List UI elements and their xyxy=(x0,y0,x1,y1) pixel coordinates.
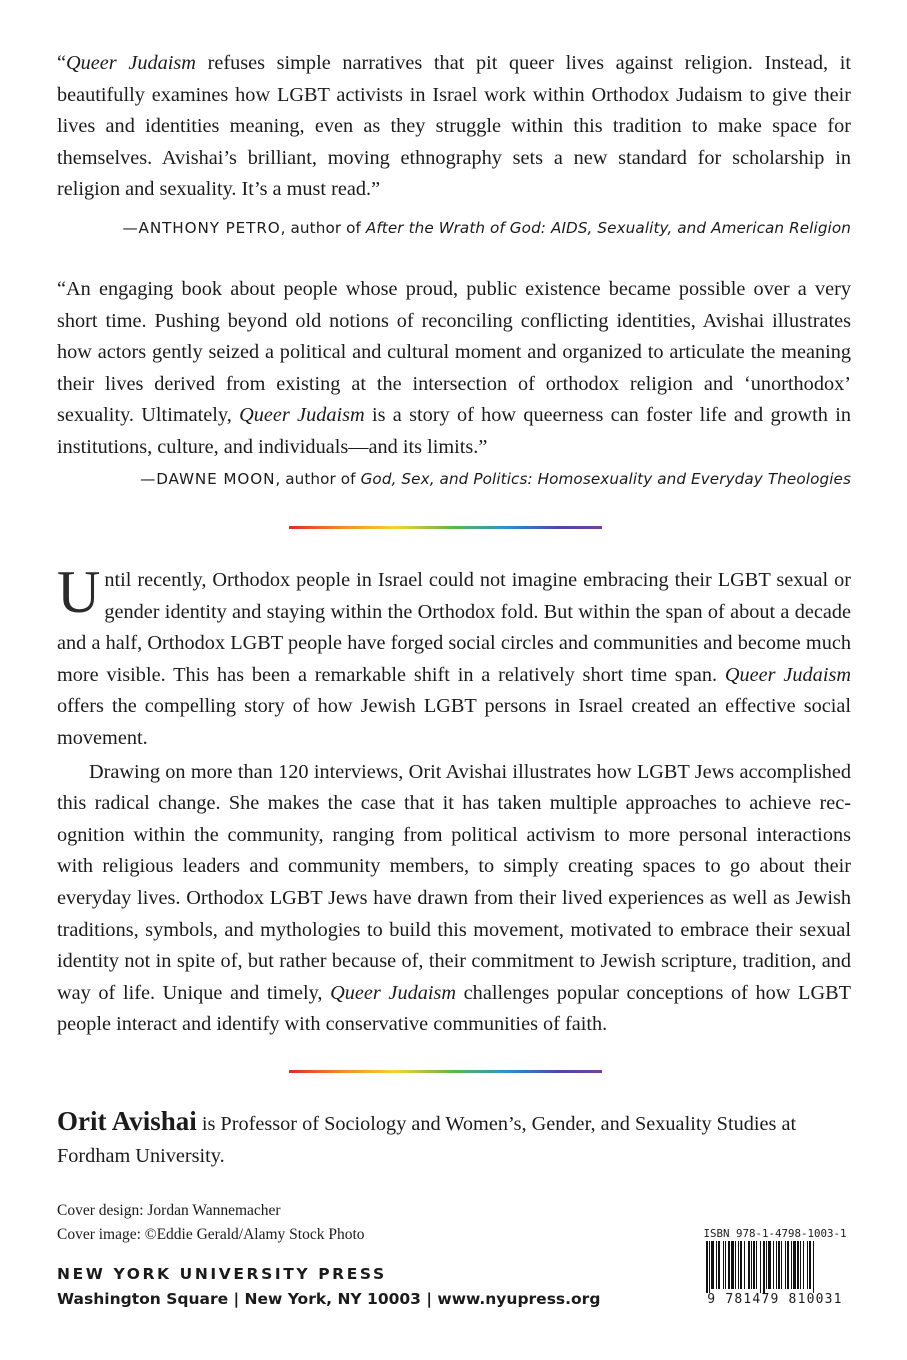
barcode-bar xyxy=(813,1241,814,1293)
barcode-bar xyxy=(766,1241,767,1289)
description-text: Drawing on more than 120 interviews, Orit Avishai illustrates how LGBT Jews accomplished this radical change. She makes the case that it has taken multiple approaches to achieve recognition within the community, ranging from political activism to more personal interactions with religious leaders and community members, to simply creating spaces to go about their everyday lives. Orthodox LGBT Jews have drawn from their lived experiences as well as Jewish traditions, symbols, and mythologies to build this movement, motivated to embrace their sexual identity not in spite of, but rather because of, their commitment to Jewish scripture, tradition, and way of life. Unique and timely, xyxy=(57,760,851,1004)
attribution-book: After the Wrath of God: AIDS, Sexuality, and American Religion xyxy=(365,219,851,237)
barcode-bar xyxy=(785,1241,786,1289)
blurb-attribution-moon xyxy=(57,470,851,488)
blurb-quote-text: refuses simple narratives that pit queer lives against religion. Instead, it beautifully examines how LGBT activists in Israel work within Orthodox Judaism to give their lives and identities meaning, even as they struggle within this tradition to make space for themselves. Avishai’s brilliant, moving ethnography sets a new standard for scholarship in religion and sexuality. It’s a must read.” xyxy=(57,52,851,201)
barcode-bar xyxy=(807,1241,808,1289)
barcode-bar xyxy=(751,1241,752,1289)
barcode-bar xyxy=(748,1241,750,1289)
barcode-bar xyxy=(778,1241,780,1289)
barcode-bar xyxy=(797,1241,799,1289)
rainbow-divider-bottom xyxy=(289,1070,602,1073)
cover-image-credit: Cover image: ©Eddie Gerald/Alamy Stock Photo xyxy=(57,1226,365,1243)
publisher-name: NEW YORK UNIVERSITY PRESS xyxy=(57,1265,387,1283)
cover-design-credit: Cover design: Jordan Wannemacher xyxy=(57,1202,281,1219)
cover-credits xyxy=(57,1199,365,1247)
rainbow-divider-top xyxy=(289,526,602,529)
author-name: Orit Avishai xyxy=(57,1106,197,1136)
blurb-attribution-petro xyxy=(57,219,851,237)
barcode-bar xyxy=(728,1241,730,1289)
attribution-book: God, Sex, and Politics: Homosexuality and Everyday Theologies xyxy=(360,470,851,488)
barcode-bar xyxy=(800,1241,801,1289)
barcode-bar xyxy=(763,1241,765,1293)
isbn-digits: 9 781479 810031 xyxy=(707,1292,843,1307)
blurb-quote-text-2: is a story of how queerness can foster life and growth in institutions, culture, and individuals—and its limits.” xyxy=(57,404,852,458)
attribution-name: —ANTHONY PETRO xyxy=(122,219,281,237)
barcode-bar xyxy=(744,1241,745,1289)
attribution-author-of: , author of xyxy=(280,219,366,237)
barcode-bar xyxy=(723,1241,724,1289)
barcode-bar xyxy=(716,1241,717,1289)
author-bio xyxy=(57,1106,851,1172)
author-bio-text: is Professor of Sociology and Women’s, Gender, and Sexuality Studies at Fordham University. xyxy=(57,1113,797,1167)
blurb-book-title: Queer Judaism xyxy=(66,52,196,74)
description-text-2: offers the compelling story of how Jewish LGBT persons in Israel created an effective social movement. xyxy=(57,695,851,749)
description-paragraph-2 xyxy=(57,757,851,1041)
barcode-bar xyxy=(740,1241,742,1289)
isbn-label: ISBN 978-1-4798-1003-1 xyxy=(703,1227,847,1240)
blurb-quote-text: “An engaging book about people whose proud, public existence became possible over a very short time. Pushing beyond old notions of reconciling conflicting identities, Avishai illustrates how actors gently seized a political and cultural moment and organized to articulate the meaning their lives derived from existing at the intersection of orthodox religion and ‘unorthodox’ sexuality. Ultimately, xyxy=(57,278,851,427)
barcode-icon xyxy=(702,1241,848,1293)
barcode-bar xyxy=(718,1241,720,1289)
blurb-quote-open: “ xyxy=(57,52,67,74)
barcode-bar xyxy=(756,1241,757,1289)
barcode-bar xyxy=(768,1241,771,1289)
description-paragraph-1 xyxy=(57,559,851,755)
barcode-bar xyxy=(809,1241,811,1289)
barcode-bar xyxy=(731,1241,734,1289)
barcode-bar xyxy=(735,1241,736,1289)
barcode-bar xyxy=(738,1241,739,1289)
isbn-barcode xyxy=(700,1227,850,1311)
barcode-bar xyxy=(753,1241,755,1289)
description-text-2: challenges popular conceptions of how LGBT people interact and identify with conservative communities of faith. xyxy=(57,981,852,1036)
barcode-bar xyxy=(781,1241,782,1289)
barcode-bar xyxy=(725,1241,726,1289)
barcode-bar xyxy=(709,1241,710,1293)
drop-cap: U xyxy=(57,559,101,625)
publisher-address: Washington Square | New York, NY 10003 | www.nyupress.org xyxy=(57,1290,601,1308)
blurb-moon xyxy=(57,274,851,464)
barcode-bar xyxy=(793,1241,796,1289)
barcode-bar xyxy=(776,1241,777,1289)
book-description xyxy=(57,559,852,1041)
description-book-title: Queer Judaism xyxy=(724,663,851,686)
barcode-bar xyxy=(706,1241,708,1293)
barcode-bar xyxy=(787,1241,789,1289)
barcode-bar xyxy=(711,1241,714,1289)
attribution-name: —DAWNE MOON xyxy=(140,470,276,488)
blurb-petro xyxy=(57,48,851,206)
description-book-title: Queer Judaism xyxy=(330,981,457,1004)
description-text: ntil recently, Orthodox people in Israel could not imagine embracing their LGBT sexual or gender identity and staying within the Orthodox fold. But within the span of about a decade and a half, Orthodox LGBT people have forged social circles and communities and become much more visible. This has been a remarkable shift in a relatively short time span. xyxy=(57,569,851,686)
barcode-bar xyxy=(803,1241,804,1289)
attribution-author-of: , author of xyxy=(275,470,361,488)
barcode-bar xyxy=(791,1241,792,1289)
barcode-bar xyxy=(773,1241,774,1289)
blurb-book-title: Queer Judaism xyxy=(239,404,365,427)
barcode-bar xyxy=(760,1241,761,1293)
